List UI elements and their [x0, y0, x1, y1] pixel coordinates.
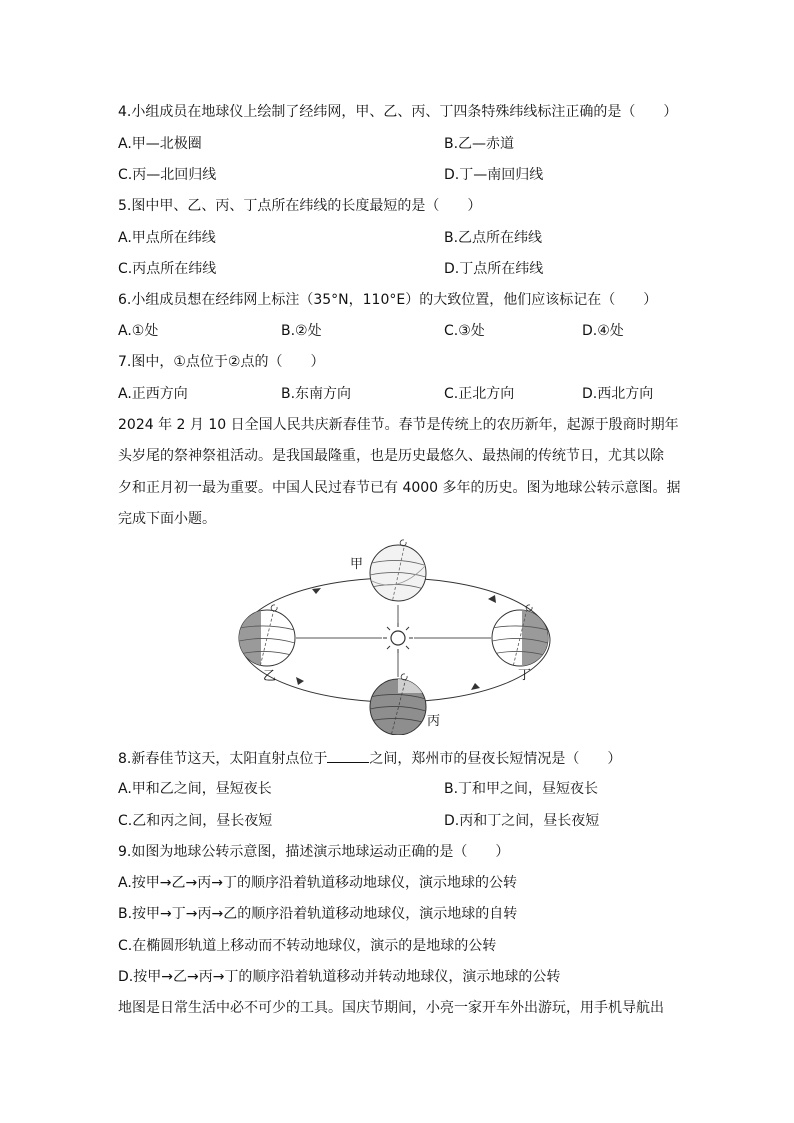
orbit-arrow-icon — [471, 683, 480, 690]
question-5-stem: 5.图中甲、乙、丙、丁点所在纬线的长度最短的是（ ） — [118, 198, 482, 214]
label-ding: 丁 — [518, 668, 532, 683]
question-6-option-a[interactable]: A.①处 — [118, 323, 159, 339]
question-5-option-d[interactable]: D.丁点所在纬线 — [444, 261, 544, 277]
label-jia: 甲 — [350, 557, 364, 572]
earth-globe-jia — [370, 540, 426, 603]
passage-line-2: 头岁尾的祭神祭祖活动。是我国最隆重，也是历史最悠久、最热闹的传统节日，尤其以除 — [118, 448, 664, 464]
question-8-option-d[interactable]: D.丙和丁之间，昼长夜短 — [444, 813, 600, 829]
label-yi: 乙 — [263, 669, 277, 684]
question-9-option-c[interactable]: C.在椭圆形轨道上移动而不转动地球仪，演示的是地球的公转 — [118, 938, 497, 954]
orbit-arrow-icon — [296, 677, 304, 685]
passage-2-line-1: 地图是日常生活中必不可少的工具。国庆节期间，小亮一家开车外出游玩，用手机导航出 — [118, 1000, 664, 1016]
question-7-stem: 7.图中，①点位于②点的（ ） — [118, 354, 325, 370]
question-7-option-b[interactable]: B.东南方向 — [281, 386, 352, 402]
question-8-option-a[interactable]: A.甲和乙之间，昼短夜长 — [118, 781, 272, 797]
label-bing: 丙 — [427, 714, 441, 729]
earth-globe-yi — [239, 605, 295, 667]
earth-globe-ding — [492, 605, 548, 667]
passage-line-4: 完成下面小题。 — [118, 511, 216, 527]
answer-blank[interactable] — [327, 749, 369, 763]
orbit-arrow-icon — [312, 588, 321, 594]
question-9-option-b[interactable]: B.按甲→丁→丙→乙的顺序沿着轨道移动地球仪，演示地球的自转 — [118, 906, 518, 922]
question-5-option-a[interactable]: A.甲点所在纬线 — [118, 230, 216, 246]
earth-globe-bing — [370, 674, 426, 735]
question-6-stem: 6.小组成员想在经纬网上标注（35°N，110°E）的大致位置，他们应该标记在（ ） — [118, 292, 658, 308]
question-4-stem: 4.小组成员在地球仪上绘制了经纬网，甲、乙、丙、丁四条特殊纬线标注正确的是（ ） — [118, 104, 678, 120]
question-4-option-b[interactable]: B.乙—赤道 — [444, 136, 515, 152]
question-6-option-b[interactable]: B.②处 — [281, 323, 322, 339]
question-5-option-c[interactable]: C.丙点所在纬线 — [118, 261, 217, 277]
earth-revolution-diagram — [230, 535, 560, 735]
question-7-option-d[interactable]: D.西北方向 — [582, 386, 654, 402]
question-4-option-c[interactable]: C.丙—北回归线 — [118, 167, 217, 183]
question-8-stem-part-2: 之间，郑州市的昼夜长短情况是（ ） — [369, 751, 622, 767]
question-4-option-a[interactable]: A.甲—北极圈 — [118, 136, 202, 152]
question-9-stem: 9.如图为地球公转示意图，描述演示地球运动正确的是（ ） — [118, 844, 510, 860]
question-9-option-d[interactable]: D.按甲→乙→丙→丁的顺序沿着轨道移动并转动地球仪，演示地球的公转 — [118, 969, 561, 985]
question-8-stem — [118, 749, 621, 768]
passage-line-1: 2024 年 2 月 10 日全国人民共庆新春佳节。春节是传统上的农历新年，起源于殷商时期年 — [118, 417, 679, 433]
question-8-option-b[interactable]: B.丁和甲之间，昼短夜长 — [444, 781, 599, 797]
question-5-option-b[interactable]: B.乙点所在纬线 — [444, 230, 543, 246]
question-6-option-c[interactable]: C.③处 — [444, 323, 485, 339]
question-9-option-a[interactable]: A.按甲→乙→丙→丁的顺序沿着轨道移动地球仪，演示地球的公转 — [118, 875, 517, 891]
orbit-arrow-icon — [488, 595, 496, 603]
passage-line-3: 夕和正月初一最为重要。中国人民过春节已有 4000 多年的历史。图为地球公转示意图。据 — [118, 480, 681, 496]
question-8-option-c[interactable]: C.乙和丙之间，昼长夜短 — [118, 813, 273, 829]
question-8-stem-part-1: 8.新春佳节这天，太阳直射点位于 — [118, 751, 328, 767]
question-6-option-d[interactable]: D.④处 — [582, 323, 624, 339]
question-7-option-a[interactable]: A.正西方向 — [118, 386, 188, 402]
question-7-option-c[interactable]: C.正北方向 — [444, 386, 515, 402]
sun-icon — [383, 623, 413, 653]
question-4-option-d[interactable]: D.丁—南回归线 — [444, 167, 544, 183]
